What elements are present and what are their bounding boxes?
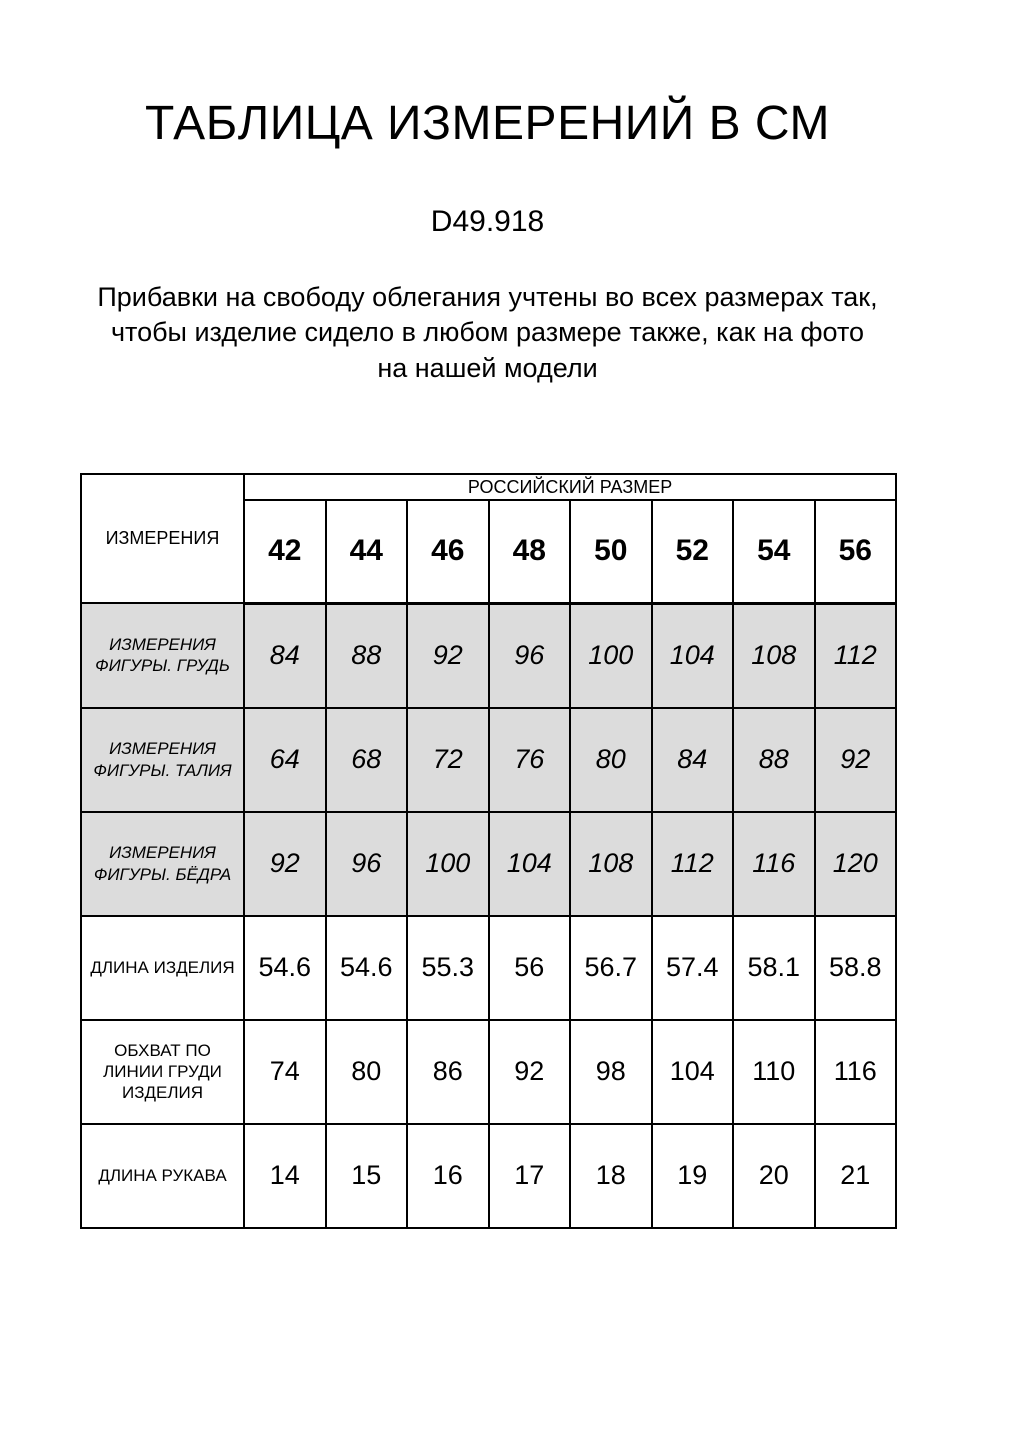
value-cell: 19 [652,1124,734,1228]
value-cell: 20 [733,1124,815,1228]
size-header-cell: 48 [489,500,571,604]
value-cell: 84 [652,708,734,812]
value-cell: 84 [244,603,326,708]
value-cell: 88 [733,708,815,812]
value-cell: 54.6 [326,916,408,1020]
value-cell: 108 [570,812,652,916]
value-cell: 116 [733,812,815,916]
measurements-table [80,473,897,1229]
value-cell: 21 [815,1124,897,1228]
value-cell: 80 [326,1020,408,1124]
row-label: ДЛИНА ИЗДЕЛИЯ [81,916,244,1020]
value-cell: 96 [489,603,571,708]
page-content [80,0,895,1229]
value-cell: 92 [815,708,897,812]
value-cell: 116 [815,1020,897,1124]
value-cell: 17 [489,1124,571,1228]
value-cell: 80 [570,708,652,812]
size-header-cell: 50 [570,500,652,604]
value-cell: 64 [244,708,326,812]
table-row-body-chest [81,603,896,708]
value-cell: 58.8 [815,916,897,1020]
value-cell: 14 [244,1124,326,1228]
row-label: ДЛИНА РУКАВА [81,1124,244,1228]
value-cell: 86 [407,1020,489,1124]
fit-note-line: на нашей модели [377,353,598,384]
model-code: D49.918 [430,204,545,238]
value-cell: 104 [652,1020,734,1124]
value-cell: 56.7 [570,916,652,1020]
size-header-cell: 52 [652,500,734,604]
value-cell: 98 [570,1020,652,1124]
size-header-cell: 54 [733,500,815,604]
value-cell: 108 [733,603,815,708]
value-cell: 104 [652,603,734,708]
value-cell: 58.1 [733,916,815,1020]
value-cell: 92 [407,603,489,708]
fit-note [80,280,895,387]
row-label: ИЗМЕРЕНИЯ ФИГУРЫ. БЁДРА [81,812,244,916]
value-cell: 96 [326,812,408,916]
fit-note-line: Прибавки на свободу облегания учтены во всех размерах так, [97,281,878,312]
table-row-body-waist [81,708,896,812]
value-cell: 72 [407,708,489,812]
table-row-chest-girth [81,1020,896,1124]
value-cell: 68 [326,708,408,812]
size-header-cell: 44 [326,500,408,604]
value-cell: 112 [652,812,734,916]
fit-note-line: чтобы изделие сидело в любом размере также, как на фото [110,317,865,348]
value-cell: 104 [489,812,571,916]
measurements-corner-label: ИЗМЕРЕНИЯ [81,474,244,604]
table-row-item-length [81,916,896,1020]
row-label: ИЗМЕРЕНИЯ ФИГУРЫ. ГРУДЬ [81,603,244,708]
value-cell: 15 [326,1124,408,1228]
size-system-header: РОССИЙСКИЙ РАЗМЕР [244,474,896,500]
value-cell: 92 [244,812,326,916]
page-title: ТАБЛИЦА ИЗМЕРЕНИЙ В СМ [144,97,831,150]
size-header-cell: 46 [407,500,489,604]
value-cell: 56 [489,916,571,1020]
value-cell: 92 [489,1020,571,1124]
size-header-cell: 56 [815,500,897,604]
row-label: ИЗМЕРЕНИЯ ФИГУРЫ. ТАЛИЯ [81,708,244,812]
table-row-sleeve-length [81,1124,896,1228]
value-cell: 55.3 [407,916,489,1020]
value-cell: 76 [489,708,571,812]
size-system-row [81,474,896,500]
value-cell: 100 [407,812,489,916]
row-label: ОБХВАТ ПО ЛИНИИ ГРУДИ ИЗДЕЛИЯ [81,1020,244,1124]
value-cell: 18 [570,1124,652,1228]
value-cell: 100 [570,603,652,708]
value-cell: 16 [407,1124,489,1228]
value-cell: 120 [815,812,897,916]
value-cell: 74 [244,1020,326,1124]
value-cell: 54.6 [244,916,326,1020]
value-cell: 88 [326,603,408,708]
value-cell: 57.4 [652,916,734,1020]
value-cell: 110 [733,1020,815,1124]
size-header-cell: 42 [244,500,326,604]
table-row-body-hips [81,812,896,916]
value-cell: 112 [815,603,897,708]
